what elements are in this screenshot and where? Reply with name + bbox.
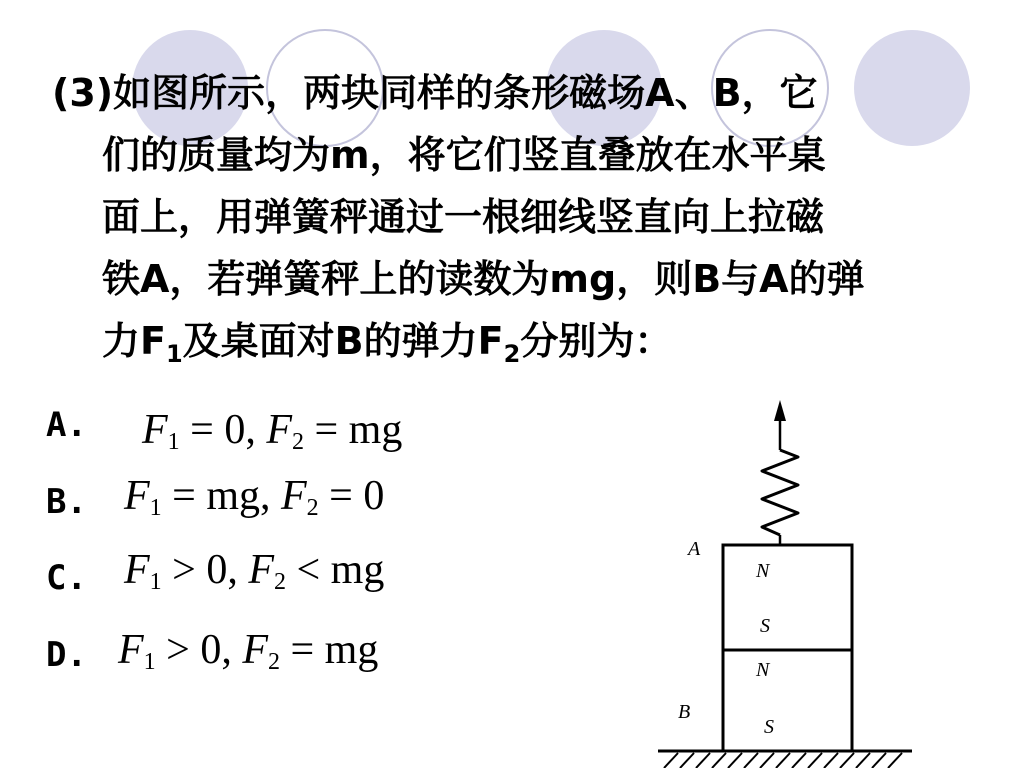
opt-d-f2: F [242, 627, 268, 673]
option-a-formula [142, 406, 402, 454]
opt-c-s2: 2 [274, 569, 286, 595]
opt-b-rel2: = 0 [318, 473, 385, 519]
opt-c-rel2: < mg [286, 547, 385, 593]
opt-a-rel1: = 0, [179, 407, 267, 453]
question-line-5 [52, 310, 982, 372]
opt-d-rel2: = mg [280, 627, 379, 673]
opt-a-f1: F [142, 407, 168, 453]
question-line-4: 铁A，若弹簧秤上的读数为mg，则B与A的弹 [102, 257, 865, 301]
opt-c-rel1: > 0, [161, 547, 249, 593]
opt-d-s1: 1 [143, 649, 156, 675]
opt-b-s2: 2 [306, 495, 319, 521]
line5-sub-2: 2 [503, 340, 521, 368]
pole-a-top: N [756, 560, 770, 582]
magnet-diagram [650, 395, 920, 768]
option-d-letter: D. [46, 635, 87, 675]
line5-sub-1: 1 [165, 340, 183, 368]
magnet-a [723, 545, 852, 650]
option-c-formula [124, 546, 384, 594]
question-line-1: (3)如图所示，两块同样的条形磁场A、B，它 [52, 71, 818, 115]
line5-part-c: 分别为： [520, 319, 673, 363]
label-b: B [678, 701, 691, 723]
opt-a-s1: 1 [167, 429, 180, 455]
opt-c-f2: F [248, 547, 274, 593]
question-line-2: 们的质量均为m，将它们竖直叠放在水平桌 [102, 133, 826, 177]
opt-d-f1: F [118, 627, 144, 673]
pole-b-bottom: S [764, 716, 774, 738]
line5-part-a: 力F [102, 319, 166, 363]
opt-b-f1: F [124, 473, 150, 519]
option-a-letter: A. [46, 405, 87, 445]
option-d-formula [118, 626, 378, 674]
pole-a-bottom: S [760, 615, 770, 637]
opt-b-f2: F [281, 473, 307, 519]
opt-b-s1: 1 [149, 495, 162, 521]
spring-icon [762, 450, 798, 535]
opt-a-rel2: = mg [304, 407, 403, 453]
opt-a-f2: F [266, 407, 292, 453]
option-b-letter: B. [46, 482, 87, 522]
question-text [52, 62, 982, 372]
opt-d-s2: 2 [268, 649, 280, 675]
option-b-formula [124, 472, 384, 520]
line5-part-b: 及桌面对B的弹力F [182, 319, 504, 363]
opt-d-rel1: > 0, [155, 627, 243, 673]
opt-c-f1: F [124, 547, 150, 593]
opt-c-s1: 1 [149, 569, 162, 595]
table-hatching [664, 753, 902, 768]
question-line-3: 面上，用弹簧秤通过一根细线竖直向上拉磁 [102, 195, 825, 239]
magnet-b [723, 650, 852, 751]
opt-a-s2: 2 [292, 429, 304, 455]
opt-b-rel1: = mg, [161, 473, 282, 519]
label-a: A [688, 538, 701, 560]
pole-b-top: N [756, 659, 770, 681]
pull-arrow-icon [774, 400, 786, 421]
option-c-letter: C. [46, 558, 87, 598]
